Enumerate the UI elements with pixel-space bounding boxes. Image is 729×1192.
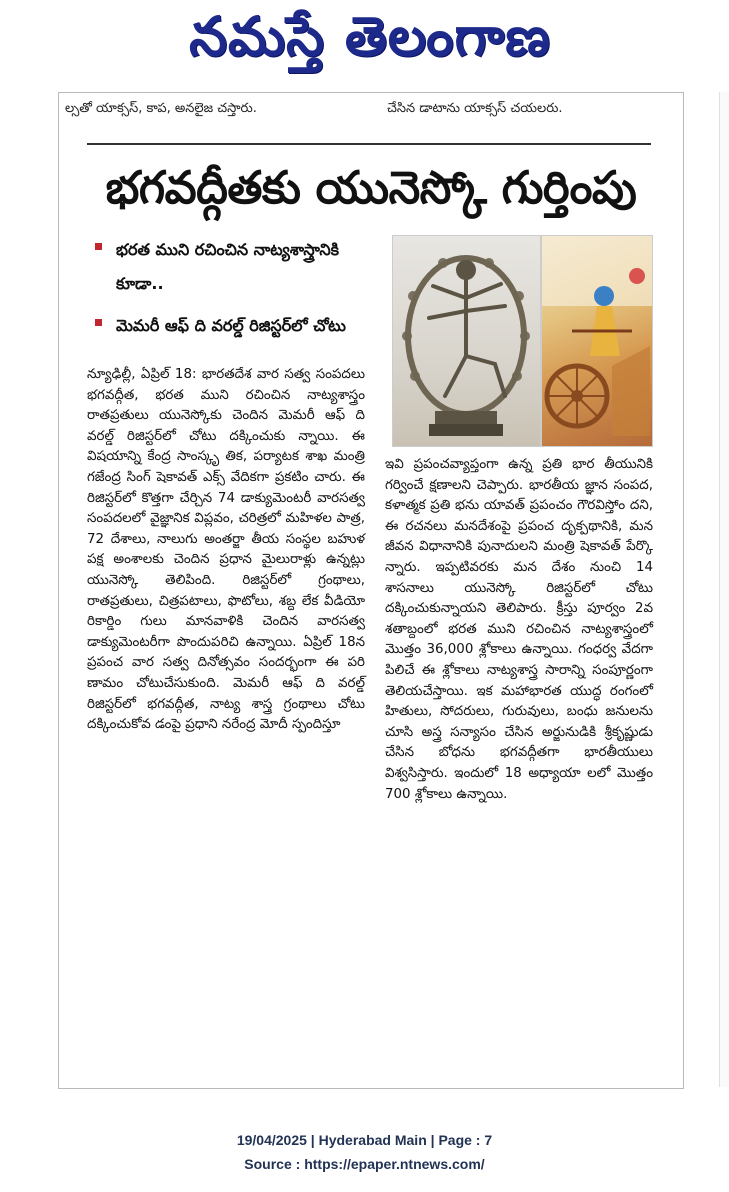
bullet-square-icon [95, 243, 102, 250]
bullet-square-icon [95, 319, 102, 326]
page-footer [0, 1128, 729, 1176]
krishna-arjuna-painting [541, 235, 653, 447]
article-body-left-column [87, 365, 365, 736]
article-clip [58, 92, 684, 1089]
chariot-painting-icon [542, 236, 652, 446]
adjacent-article-edge [719, 92, 729, 1087]
article-paragraph: న్యూఢిల్లీ, ఏప్రిల్ 18: భారతదేశ వార సత్వ సంపదలు భగవద్గీత, భరత ముని రచించిన నాట్యశాస్త్రం రాతప్రతులు యునెస్కోకు చెందిన మెమరీ ఆఫ్ ది వరల్డ్ రిజిస్టర్‌లో చోటు దక్కించుకు న్నాయి. ఈ విషయాన్ని కేంద్ర సాంస్కృ తిక, పర్యాటక శాఖ మంత్రి గజేంద్ర సింగ్ షెకావత్ ఎక్స్ వేదికగా ప్రకటిం చారు. ఈ రిజిస్టర్‌లో కొత్తగా చేర్చిన 74 డాక్యుమెంటరీ వారసత్వ సంపదలలో వైజ్ఞానిక విప్లవం, చరిత్రలో మహిళల పాత్ర, 72 దేశాలు, నాలుగు అంతర్జా తీయ సంస్థల బహుళ పక్ష అంశాలకు చెందిన ప్రధాన మైలురాళ్లు ఉన్నట్లు యునెస్కో తెలిపింది. రిజిస్టర్‌లో గ్రంథాలు, రాతప్రతులు, చిత్రపటాలు, ఫొటోలు, శబ్ద లేక వీడియో రికార్డిం గులు మానవాళికి చెందిన వారసత్వ డాక్యుమెంటరీగా పొందుపరిచి ఉన్నాయి. ఏప్రిల్ 18న ప్రపంచ వార సత్వ దినోత్సవం సందర్భంగా ఈ పరి ణామం చోటుచేసుకుంది. మెమరీ ఆఫ్ ది వరల్డ్ రిజిస్టర్‌లో భగవద్గీత, నాట్య శాస్త్ర గ్రంథాలు చోటు దక్కించుకోవ డంపై ప్రధాని నరేంద్ర మోదీ స్పందిస్తూ [87, 367, 365, 733]
masthead-title: నమస్తే తెలంగాణ [189, 4, 551, 68]
nataraja-statue-photo [392, 235, 541, 447]
highlight-bullets [95, 233, 365, 351]
source-link[interactable]: Source : https://epaper.ntnews.com/ [244, 1156, 485, 1172]
previous-article-fragment-left: ల్సతో యాక్సస్, కాప, అనలైజ చస్తారు. [65, 101, 257, 116]
section-divider [87, 143, 651, 145]
article-headline: భగవద్గీతకు యునెస్కో గుర్తింపు [105, 161, 637, 214]
nataraja-statue-icon [393, 236, 540, 446]
bullet-text: మెమరీ ఆఫ్ ది వరల్డ్ రిజిస్టర్‌లో చోటు [116, 316, 346, 335]
article-paragraph: ఇవి ప్రపంచవ్యాప్తంగా ఉన్న ప్రతి భార తీయునికి గర్వించే క్షణాలని చెప్పారు. భారతీయ జ్ఞాన సంపద, కళాత్మక ప్రతి భను యావత్ ప్రపంచం గౌరవిస్తోం దని, ఈ రచనలు మనదేశంపై ప్రపంచ దృక్పథానికి, మన జీవన విధానానికి పునాదులని మంత్రి షెకావత్ పేర్కొ న్నారు. ఇప్పటివరకు మన దేశం నుంచి 14 శాసనాలు యునెస్కో రిజిస్టర్‌లో చోటు దక్కించుకున్నాయని తెలిపారు. క్రీస్తు పూర్వం 2వ శతాబ్దంలో భరత ముని రచించిన నాట్యశాస్త్రంలో మొత్తం 36,000 శ్లోకాలు ఉన్నాయి. గంధర్వ వేదగా పిలిచే ఈ శ్లోకాలు నాట్యశాస్త్ర సారాన్ని సంపూర్ణంగా తెలియచేస్తాయి. ఇక మహాభారత యుద్ధ రంగంలో హితులు, సోదరులు, గురువులు, బంధు జనులను చూసి అస్త్ర సన్యాసం చేసిన అర్జునుడికి శ్రీకృష్ణుడు చేసిన బోధను భగవద్గీతగా భారతీయులు విశ్వసిస్తారు. ఇందులో 18 అధ్యాయా లలో మొత్తం 700 శ్లోకాలు ఉన్నాయి. [385, 457, 653, 802]
previous-article-fragment-right: చేసిన డాటాను యాక్సస్ చయలరు. [387, 101, 563, 116]
article-body-right-column [385, 455, 653, 805]
bullet-item [95, 233, 365, 301]
bullet-text: భరత ముని రచించిన నాట్యశాస్త్రానికి కూడా.. [116, 240, 340, 293]
edition-info: 19/04/2025 | Hyderabad Main | Page : 7 [236, 1132, 493, 1148]
bullet-item [95, 309, 365, 343]
